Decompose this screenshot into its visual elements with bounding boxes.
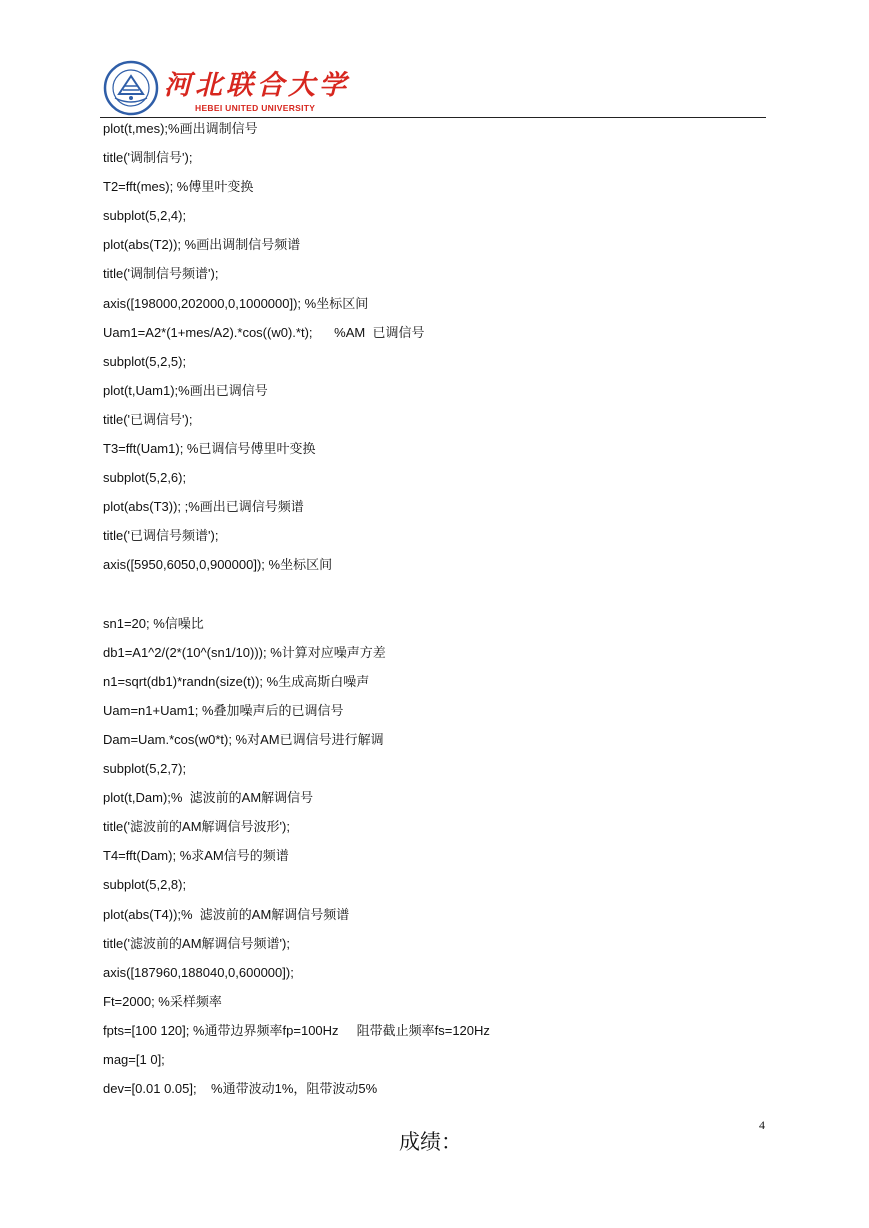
code-line (103, 586, 763, 615)
code-line: title('已调信号'); (103, 411, 193, 427)
code-line: axis([198000,202000,0,1000000]); %坐标区间 (103, 295, 369, 311)
code-line: plot(abs(T4));% 滤波前的AM解调信号频谱 (103, 906, 350, 922)
code-line: plot(abs(T2)); %画出调制信号频谱 (103, 237, 301, 253)
code-line: subplot(5,2,7); (103, 761, 187, 777)
code-line: subplot(5,2,8); (103, 877, 187, 893)
header-divider (100, 117, 766, 118)
code-line: title('滤波前的AM解调信号频谱'); (103, 935, 290, 951)
code-line: db1=A1^2/(2*(10^(sn1/10))); %计算对应噪声方差 (103, 644, 386, 660)
code-line: dev=[0.01 0.05]; %通带波动1%，阻带波动5% (103, 1081, 378, 1097)
university-seal-icon (103, 60, 159, 116)
code-line: title('滤波前的AM解调信号波形'); (103, 819, 290, 835)
code-line: title('已调信号频谱'); (103, 528, 219, 544)
page-header (100, 58, 766, 118)
code-line: subplot(5,2,4); (103, 208, 187, 224)
matlab-code-listing (103, 120, 763, 1109)
code-line: plot(abs(T3)); ;%画出已调信号频谱 (103, 499, 304, 515)
code-line: fpts=[100 120]; %通带边界频率fp=100Hz 阻带截止频率fs=120Hz (103, 1022, 490, 1038)
code-line: Ft=2000; %采样频率 (103, 993, 222, 1009)
code-line: plot(t,Uam1);%画出已调信号 (103, 382, 268, 398)
code-line: mag=[1 0]; (103, 1052, 165, 1067)
university-wordmark-english: HEBEI UNITED UNIVERSITY (195, 103, 316, 113)
code-line: axis([187960,188040,0,600000]); (103, 964, 294, 980)
score-label: 成绩： (399, 1130, 462, 1154)
code-line: plot(t,mes);%画出调制信号 (103, 121, 258, 136)
code-line: title('调制信号频谱'); (103, 266, 219, 282)
code-line: T2=fft(mes); %傅里叶变换 (103, 179, 254, 195)
code-line: Uam=n1+Uam1; %叠加噪声后的已调信号 (103, 702, 344, 718)
code-line: sn1=20; %信噪比 (103, 615, 204, 631)
university-wordmark: 河北联合大学 (164, 70, 350, 101)
code-line: title('调制信号'); (103, 150, 193, 166)
code-line: Uam1=A2*(1+mes/A2).*cos((w0).*t); %AM 已调信号 (103, 324, 425, 340)
code-line: n1=sqrt(db1)*randn(size(t)); %生成高斯白噪声 (103, 673, 370, 689)
code-line: T4=fft(Dam); %求AM信号的频谱 (103, 848, 289, 864)
code-line: plot(t,Dam);% 滤波前的AM解调信号 (103, 790, 314, 806)
code-line: subplot(5,2,6); (103, 470, 187, 486)
page-number: 4 (759, 1118, 765, 1132)
code-line: subplot(5,2,5); (103, 353, 187, 369)
code-line: T3=fft(Uam1); %已调信号傅里叶变换 (103, 441, 316, 457)
code-line: axis([5950,6050,0,900000]); %坐标区间 (103, 557, 333, 573)
code-line: Dam=Uam.*cos(w0*t); %对AM已调信号进行解调 (103, 731, 384, 747)
